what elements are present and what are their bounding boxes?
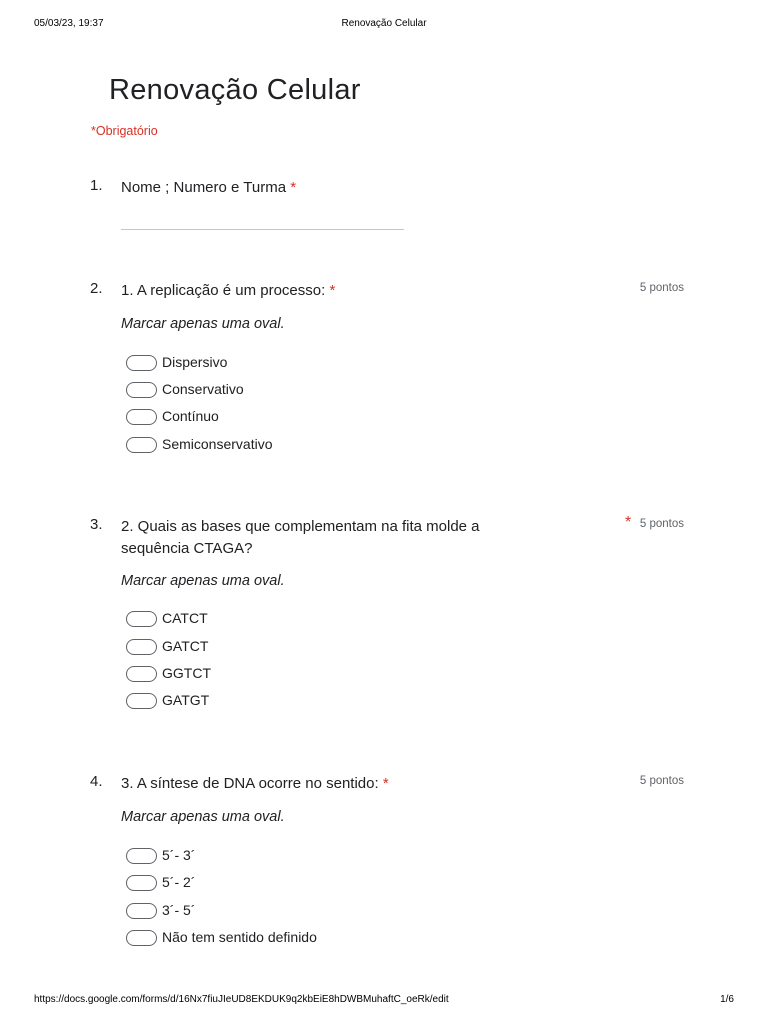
required-star: * bbox=[329, 282, 336, 299]
question-number: 4. bbox=[90, 773, 103, 790]
option-label: GATCT bbox=[162, 638, 209, 654]
question-hint: Marcar apenas uma oval. bbox=[121, 316, 285, 332]
question-number: 1. bbox=[90, 177, 103, 194]
option-label: GGTCT bbox=[162, 665, 211, 681]
print-page-title: Renovação Celular bbox=[341, 18, 427, 29]
option-label: 5´- 3´ bbox=[162, 847, 196, 863]
option-label: Dispersivo bbox=[162, 354, 228, 370]
radio-oval[interactable] bbox=[126, 437, 157, 453]
print-footer bbox=[0, 994, 768, 1008]
radio-oval[interactable] bbox=[126, 930, 157, 946]
option-label: GATGT bbox=[162, 692, 210, 708]
points-label: 5 pontos bbox=[639, 775, 684, 787]
question-text: 3. A síntese de DNA ocorre no sentido: * bbox=[121, 775, 389, 792]
print-datetime: 05/03/23, 19:37 bbox=[34, 18, 104, 29]
required-star: * bbox=[382, 775, 389, 792]
print-url: https://docs.google.com/forms/d/16Nx7fiuJIeUD8EKDUK9q2kbEiE8hDWBMuhaftC_oeRk/edit bbox=[34, 994, 449, 1005]
question-text: Nome ; Numero e Turma * bbox=[121, 179, 297, 196]
form-title: Renovação Celular bbox=[109, 74, 361, 106]
question-text: 1. A replicação é um processo: * bbox=[121, 282, 336, 299]
question-number: 2. bbox=[90, 280, 103, 297]
radio-oval[interactable] bbox=[126, 639, 157, 655]
option-label: Não tem sentido definido bbox=[162, 929, 317, 945]
print-header bbox=[0, 18, 768, 32]
option-label: CATCT bbox=[162, 610, 208, 626]
points-label: 5 pontos bbox=[639, 282, 684, 294]
print-page-number: 1/6 bbox=[720, 994, 734, 1005]
radio-oval[interactable] bbox=[126, 382, 157, 398]
option-label: Contínuo bbox=[162, 408, 219, 424]
required-note: *Obrigatório bbox=[91, 124, 158, 138]
question-hint: Marcar apenas uma oval. bbox=[121, 809, 285, 825]
option-label: 3´- 5´ bbox=[162, 902, 196, 918]
radio-oval[interactable] bbox=[126, 409, 157, 425]
points-label: 5 pontos bbox=[639, 518, 684, 530]
radio-oval[interactable] bbox=[126, 666, 157, 682]
radio-oval[interactable] bbox=[126, 611, 157, 627]
radio-oval[interactable] bbox=[126, 903, 157, 919]
question-text: 2. Quais as bases que complementam na fita molde a sequência CTAGA? bbox=[121, 518, 480, 557]
option-label: Conservativo bbox=[162, 381, 244, 397]
option-label: Semiconservativo bbox=[162, 436, 273, 452]
radio-oval[interactable] bbox=[126, 693, 157, 709]
question-hint: Marcar apenas uma oval. bbox=[121, 573, 285, 589]
short-answer-field[interactable] bbox=[121, 229, 404, 230]
question-number: 3. bbox=[90, 516, 103, 533]
radio-oval[interactable] bbox=[126, 355, 157, 371]
required-star: * bbox=[290, 179, 297, 196]
radio-oval[interactable] bbox=[126, 875, 157, 891]
required-star: * bbox=[625, 514, 632, 531]
option-label: 5´- 2´ bbox=[162, 874, 196, 890]
radio-oval[interactable] bbox=[126, 848, 157, 864]
